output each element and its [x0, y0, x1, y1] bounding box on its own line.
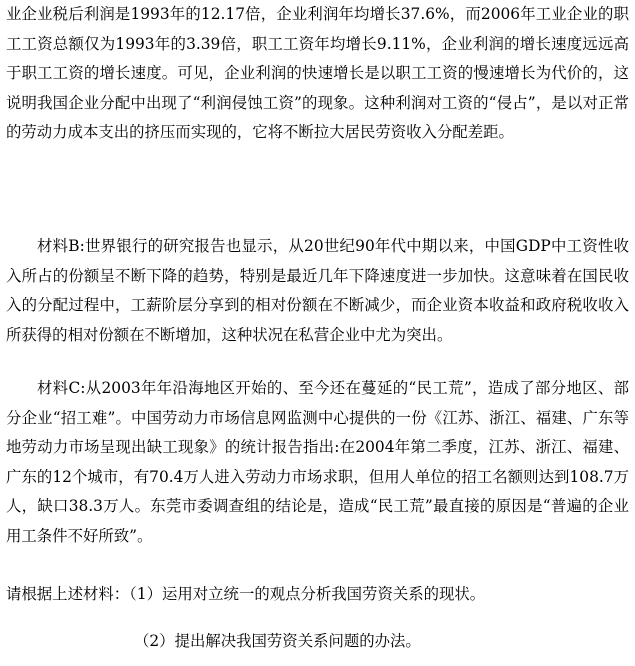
paragraph-material-a-continued: 业企业税后利润是1993年的12.17倍，企业利润年均增长37.6%，而2006年工业企业的职工工资总额仅为1993年的3.39倍，职工工资年均增长9.11%，企业利润的增长速度远远高于职工工资的增长速度。可见，企业利润的快速增长是以职工工资的慢速增长为代价的，这说明我国企业分配中出现了“利润侵蚀工资”的现象。这种利润对工资的“侵占”，是以对正常的劳动力成本支出的挤压而实现的，它将不断拉大居民劳资收入分配差距。	[6, 5, 629, 141]
question-1: 请根据上述材料：（1）运用对立统一的观点分析我国劳资关系的现状。	[6, 585, 486, 603]
paragraph-material-b: 材料B:世界银行的研究报告也显示，从20世纪90年代中期以来，中国GDP中工资性收入所占的份额呈不断下降的趋势，特别是最近几年下降速度进一步加快。这意味着在国民收入的分配过程中，工薪阶层分享到的相对份额在不断减少，而企业资本收益和政府税收收入所获得的相对份额在不断增加，这种状况在私营企业中尤为突出。	[6, 237, 629, 344]
paragraph-material-c: 材料C:从2003年年沿海地区开始的、至今还在蔓延的“民工荒”，造成了部分地区、部分企业“招工难”。中国劳动力市场信息网监测中心提供的一份《江苏、浙江、福建、广东等地劳动力市场呈现出缺工现象》的统计报告指出:在2004年第二季度，江苏、浙江、福建、广东的12个城市，有70.4万人进入劳动力市场求职，但用人单位的招工名额则达到108.7万人，缺口38.3万人。东莞市委调查组的结论是，造成“民工荒”最直接的原因是“普遍的企业用工条件不好所致”。	[6, 379, 629, 545]
question-2: （2）提出解决我国劳资关系问题的办法。	[134, 632, 421, 650]
